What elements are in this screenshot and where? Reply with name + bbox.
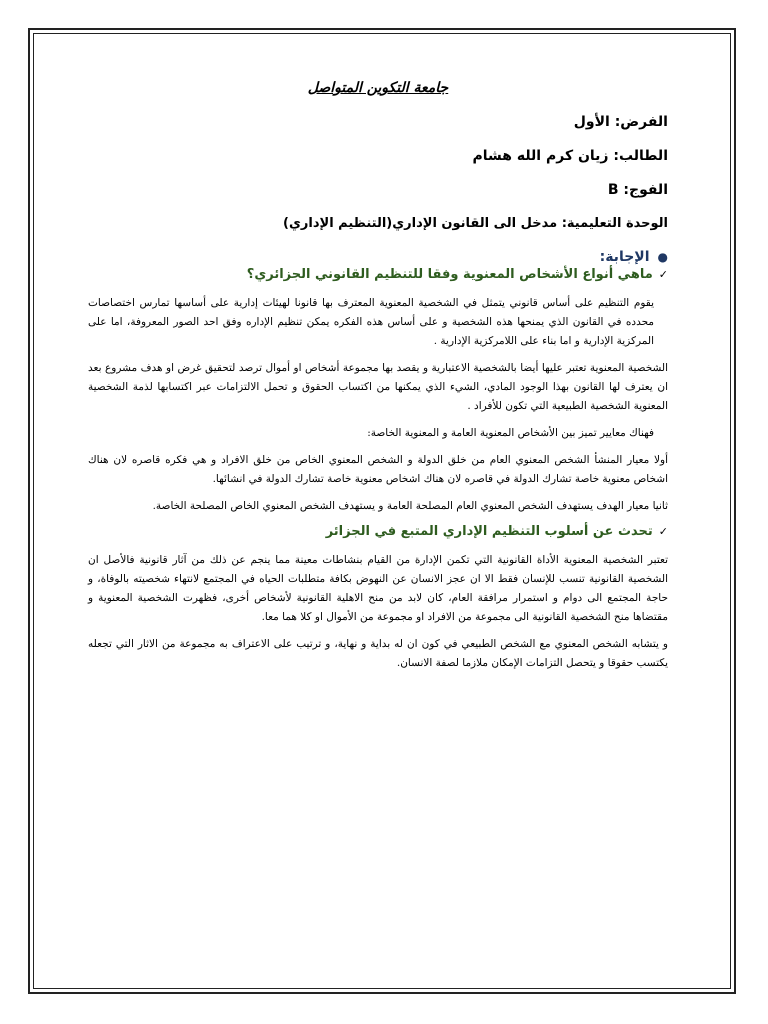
group-field: الفوج: B bbox=[607, 182, 668, 198]
paragraph: يقوم التنظيم على أساس قانوني يتمثل في الشخصية المعنوية المعترف بها قانونا لهيئات إدارية على أساسها تمارس اختصاصات محدده في القانون الذي يمنحها هذه الشخصية و على أساس هذه الفكره يمكن تنظيم الإداره وفق احد الصور المعروفة، اما على المركزية الإدارية و اما بناء على اللامركزية الإدارية . bbox=[88, 297, 654, 347]
paragraph: و يتشابه الشخص المعنوي مع الشخص الطبيعي في كون ان له بداية و نهاية، و ترتيب على الاعتراف به مجموعة من الاثار التي تجعله يكتسب حقوقا و يتحصل التزامات الإمكان ملازما لصفة الانسان. bbox=[88, 638, 668, 669]
paragraph: أولا معيار المنشأ الشخص المعنوي العام من خلق الدولة و الشخص المعنوي الخاص من خلق الافراد و هي فكره قاصره لان هناك اشخاص معنوية خاصة تشارك الدولة في قاصره لان هناك اشخاص معنوية خاصة تشارك الدولة في انشائها. bbox=[88, 454, 668, 485]
checkmark-icon: ✓ bbox=[658, 525, 668, 538]
checkmark-icon: ✓ bbox=[658, 268, 668, 281]
question-2-text: تحدث عن أسلوب التنظيم الإداري المتبع في الجزائر bbox=[325, 524, 653, 539]
paragraph: ثانيا معيار الهدف يستهدف الشخص المعنوي العام المصلحة العامة و يستهدف الشخص المعنوي الخاص المصلحة الخاصة. bbox=[152, 500, 668, 512]
question-2 bbox=[88, 524, 668, 539]
unit-field: الوحدة التعليمية: مدخل الى القانون الإداري(التنظيم الإداري) bbox=[283, 216, 668, 231]
assignment-field: الفرض: الأول bbox=[573, 114, 668, 130]
answer-label: الإجابة: bbox=[599, 249, 650, 265]
university-title: جامعة التكوين المتواصل bbox=[307, 80, 449, 96]
student-field: الطالب: زيان كرم الله هشام bbox=[472, 148, 668, 164]
paragraph: الشخصية المعنوية تعتبر عليها أيضا بالشخصية الاعتبارية و يقصد بها مجموعة أشخاص او أموال ترصد لتحقيق غرض او هدف مشروع بعد ان يعترف لها القانون بهذا الوجود المادي، الشيء الذي يمكنها من اكتساب الحقوق و تحمل الالتزامات عبر اكتسابها لذمة الشخصية المعنوية الشخصية الطبيعية التي تكون للأفراد . bbox=[88, 362, 668, 412]
bullet-icon: ● bbox=[657, 250, 668, 264]
paragraph: تعتبر الشخصية المعنوية الأداة القانونية التي تكمن الإدارة من القيام بنشاطات معينة مما ينجم عن ذلك من آثار قانونية فالأصل ان الشخصية القانونية تنسب للإنسان فقط الا ان عجز الانسان عن النهوض بكافة متطلبات الحياه في المجتمع لانتهاء شخصيته بالوفاة، و حاجة المجتمع الى دوام و استمرار مرافقة العام، كان لابد من منح الاهلية القانونية لأشخاص أخرى، فظهرت الشخصية المعنوية و مقتضاها منح الشخصية القانونية الى مجموعة من الافراد او مجموعة من الأموال او كلا هما معا. bbox=[88, 554, 668, 623]
paragraph: فهناك معايير تميز بين الأشخاص المعنوية العامة و المعنوية الخاصة: bbox=[367, 427, 654, 439]
answer-heading bbox=[88, 249, 668, 265]
question-1-text: ماهي أنواع الأشخاص المعنوية وفقا للتنظيم القانوني الجزائري؟ bbox=[246, 267, 653, 282]
question-1 bbox=[88, 267, 668, 282]
document-body bbox=[88, 80, 668, 681]
